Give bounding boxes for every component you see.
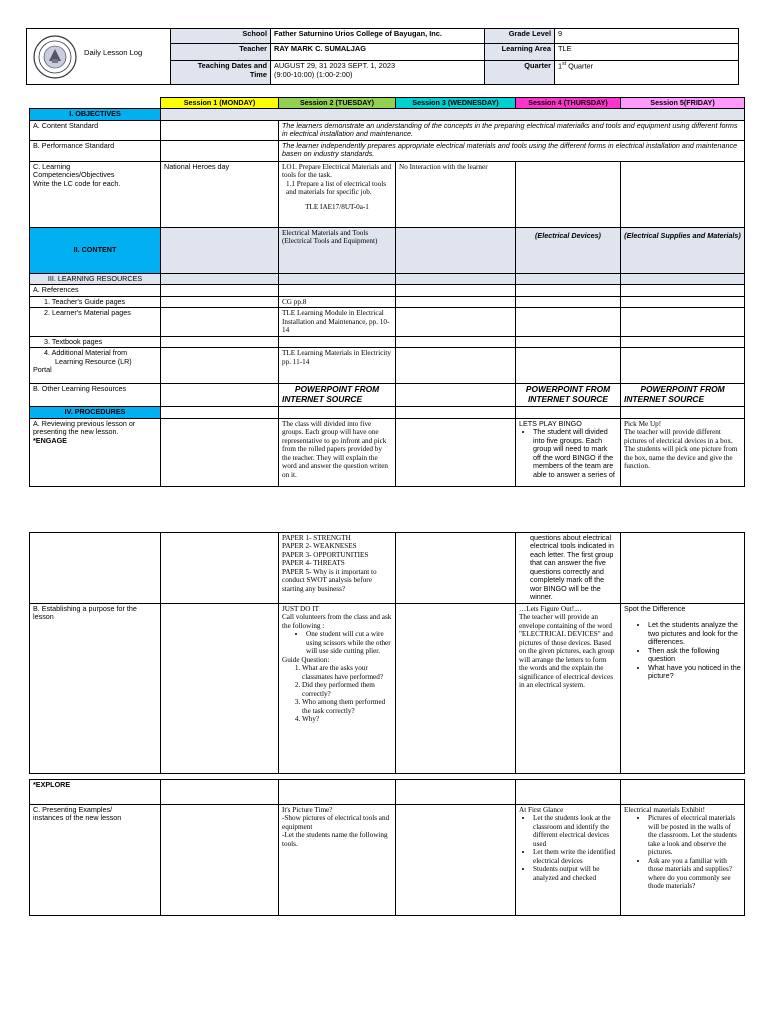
lesson-table-page2 xyxy=(29,532,745,774)
s2-comp-code: TLE IAE17/8UT-0a-1 xyxy=(305,202,369,211)
glance-item-3: • Students output will be analyzed and checked xyxy=(533,865,617,882)
guide-q3: 3. Who among them performed the task correctly? xyxy=(302,698,392,715)
procedures-heading: IV. PROCEDURES xyxy=(30,407,161,418)
presenting-line1: C. Presenting Examples/ xyxy=(33,805,113,814)
s2-purpose-intro: Call volunteers from the class and ask the following : xyxy=(282,613,392,630)
review-line2: presenting the new lesson. xyxy=(33,427,119,437)
s5-presenting xyxy=(621,805,745,916)
s2-teachers-guide: CG pp.8 xyxy=(279,296,396,307)
other-resources-label: B. Other Learning Resources xyxy=(30,384,161,407)
quarter-label: Quarter xyxy=(485,61,555,85)
presenting-line2: instances of the new lesson xyxy=(33,813,122,823)
s2-presenting xyxy=(279,805,396,916)
s4-review-title: LETS PLAY BINGO xyxy=(519,418,582,428)
s4-ppt-2: INTERNET SOURCE xyxy=(527,394,609,405)
content-standard-label: A. Content Standard xyxy=(30,120,161,140)
content-standard-text: The learners demonstrate an understanding of the concepts in the preparing electrical materialks and tools and equipment using different forms in electrical installation and maintenance. xyxy=(279,120,745,140)
s4-purpose-text: The teacher will provide an envelope containing of the word "ELECTRICAL DEVICES" and pictures of those devices. Based on the given pictures, each group will arrange the letters to form the words and the explain the significance of electrical devices in an electrical system. xyxy=(519,613,615,690)
s5-purpose xyxy=(621,603,745,773)
content-heading: II. CONTENT xyxy=(30,227,161,273)
s2-ppt xyxy=(279,384,396,407)
s2-additional: TLE Learning Materials in Electricity pp. 11-14 xyxy=(279,348,396,384)
competencies-label xyxy=(30,161,161,227)
s4-purpose-title: …Lets Figure Out!.... xyxy=(519,604,582,613)
purpose-line1: B. Establishing a purpose for the xyxy=(33,603,137,613)
quarter-text: Quarter xyxy=(566,61,594,71)
s4-review-item: • The student will divided into five groups. Each group will need to mark off the word BINGO if the members of the team are able to answer a series of xyxy=(533,428,617,479)
session-3-header: Session 3 (WEDNESDAY) xyxy=(396,98,516,109)
comp-line3: Write the LC code for each. xyxy=(33,178,121,188)
purpose-label xyxy=(30,603,161,773)
s4-pres-title: At First Glance xyxy=(519,806,564,814)
glance-item-2: • Let them write the identified electrical devices xyxy=(533,848,617,865)
paper-5: PAPER 5- Why is it important to conduct SWOT analysis before starting any business? xyxy=(282,567,377,593)
review-line1: A. Reviewing previous lesson or xyxy=(33,418,136,428)
teacher-label: Teacher xyxy=(171,44,271,61)
s2-comp-1-1: 1.1 Prepare a list of electrical tools and materials for specific job. xyxy=(286,179,386,197)
add-line3: Portal xyxy=(33,365,52,375)
s2-comp-lo1: LO1. Prepare Electrical Materials and tools for the task. xyxy=(282,162,392,180)
spot-item-2: • Then ask the following question xyxy=(648,647,741,664)
presenting-label xyxy=(30,805,161,916)
s4-content: (Electrical Devices) xyxy=(516,227,621,273)
s2-learners-material: TLE Learning Module in Electrical Installation and Maintenance, pp. 10-14 xyxy=(279,308,396,336)
s2-ppt-1: POWERPOINT FROM xyxy=(294,384,380,395)
s2-review: The class will divided into five groups. Each group will have one representative to go infront and pick from the rolled papers provided by the teacher. They will explain the word and answer the question writen on it. xyxy=(279,418,396,486)
session-1-header: Session 1 (MONDAY) xyxy=(161,98,279,109)
s2-pres-1: It's Picture Time? xyxy=(282,806,333,814)
school-label: School xyxy=(171,29,271,44)
dates-line1: AUGUST 29, 31 2023 SEPT. 1, 2023 xyxy=(274,61,396,70)
quarter-num: 1 xyxy=(558,61,563,71)
quarter-value xyxy=(555,61,739,85)
engage-label: *ENGAGE xyxy=(33,435,67,445)
spot-item-3: • What have you noticed in the picture? xyxy=(648,664,741,681)
s4-ppt xyxy=(516,384,621,407)
paper-2: PAPER 2- WEAKNESES xyxy=(282,542,357,551)
guide-q2: 2. Did they performed them correctly? xyxy=(302,681,392,698)
session-5-header: Session 5(FRIDAY) xyxy=(621,98,745,109)
additional-material-label xyxy=(30,348,161,384)
s5-ppt-2: INTERNET SOURCE xyxy=(624,394,705,405)
s5-ppt-1: POWERPOINT FROM xyxy=(640,384,725,395)
dates-label-line2: Time xyxy=(249,69,267,79)
add-line2: Learning Resource (LR) xyxy=(55,356,132,366)
s4-bingo-cont: questions about electrical electrical tools indicated in each letter. The first group that can answer the five questions correctly and completely mark off the wor BINGO will be the winner. xyxy=(516,533,621,604)
s5-review xyxy=(621,418,745,486)
logo-cell xyxy=(27,29,171,85)
performance-standard-label: B. Performance Standard xyxy=(30,140,161,161)
s2-purpose xyxy=(279,603,396,773)
lesson-table-page3 xyxy=(29,779,745,916)
learners-material-label: 2. Learner's Material pages xyxy=(30,308,161,336)
s5-review-text: The teacher will provide different pictures of electrical devices in a box. The students will pick one picture from the box, name the device and give the function. xyxy=(624,428,738,471)
s5-pres-title: Electrical materials Exhibit! xyxy=(624,806,706,814)
lesson-table-page1 xyxy=(29,97,745,487)
paper-1: PAPER 1- STRENGTH xyxy=(282,534,351,542)
exhibit-item-1: • Pictures of electrical materials will be posted in the walls of the classroom. Let the students take a look and observe the pictures. xyxy=(648,814,741,856)
s2-papers xyxy=(279,533,396,604)
teachers-guide-label: 1. Teacher's Guide pages xyxy=(30,296,161,307)
s4-review xyxy=(516,418,621,486)
glance-item-1: • Let the students look at the classroom and identify the different electrical devices used xyxy=(533,814,617,848)
s5-review-title: Pick Me Up! xyxy=(624,419,662,428)
area-value: TLE xyxy=(555,44,739,61)
s2-pres-2: -Show pictures of electrical tools and equipment xyxy=(282,814,390,831)
exhibit-item-2: • Ask are you a familiar with those materials and supplies? where do you commonly see thode materials? xyxy=(648,857,741,891)
s4-ppt-1: POWERPOINT FROM xyxy=(525,384,611,395)
header-table xyxy=(26,28,739,85)
dates-label xyxy=(171,61,271,85)
session-2-header: Session 2 (TUESDAY) xyxy=(279,98,396,109)
s5-content: (Electrical Supplies and Materials) xyxy=(621,227,745,273)
s2-purpose-title: JUST DO IT xyxy=(282,604,320,613)
comp-line1: C. Learning xyxy=(33,161,71,171)
dates-line2: (9:00-10:00) (1:00-2:00) xyxy=(274,69,353,79)
paper-3: PAPER 3- OPPORTUNITIES xyxy=(282,550,369,559)
session-4-header: Session 4 (THURSDAY) xyxy=(516,98,621,109)
s5-ppt xyxy=(621,384,745,407)
log-title: Daily Lesson Log xyxy=(84,48,143,57)
s2-purpose-bullet: • One student will cut a wire using scissors while the other will use side cutting plier. xyxy=(306,630,392,655)
school-value: Father Saturnino Urios College of Bayugan, Inc. xyxy=(271,29,485,44)
comp-line2: Competencies/Objectives xyxy=(33,170,115,180)
explore-label: *EXPLORE xyxy=(30,780,161,805)
guide-q4: 4. Why? xyxy=(302,715,392,723)
s1-competency: National Heroes day xyxy=(161,161,279,227)
objectives-heading: I. OBJECTIVES xyxy=(30,109,161,120)
guide-q1: 1. What are the asks your classmates have performed? xyxy=(302,664,392,681)
dates-label-line1: Teaching Dates and xyxy=(197,61,267,70)
s2-competency xyxy=(279,161,396,227)
s4-purpose xyxy=(516,603,621,773)
s2-guide: Guide Question: xyxy=(282,655,330,664)
s5-purpose-title: Spot the Difference xyxy=(624,603,686,613)
teacher-value: RAY MARK C. SUMALJAG xyxy=(271,44,485,61)
add-line1: 4. Additional Material from xyxy=(44,348,128,358)
area-label: Learning Area xyxy=(485,44,555,61)
s3-competency: No Interaction with the learner xyxy=(396,161,516,227)
s2-ppt-2: INTERNET SOURCE xyxy=(282,394,363,405)
s4-presenting xyxy=(516,805,621,916)
learning-resources-heading: III. LEARNING RESOURCES xyxy=(30,273,161,284)
purpose-line2: lesson xyxy=(33,612,54,622)
performance-standard-text: The learner independently prepares appropriate electrical materials and tools using the different forms in electrical installation and maintenance basen on industry standards. xyxy=(279,140,745,161)
spot-item-1: • Let the students analyze the two pictures and look for the differences. xyxy=(648,621,741,646)
dates-value xyxy=(271,61,485,85)
grade-label: Grade Level xyxy=(485,29,555,44)
references-label: A. References xyxy=(30,285,161,296)
grade-value: 9 xyxy=(555,29,739,44)
textbook-label: 3. Textbook pages xyxy=(30,336,161,347)
reviewing-label xyxy=(30,418,161,486)
s2-content: Electrical Materials and Tools (Electrical Tools and Equipment) xyxy=(279,227,396,273)
paper-4: PAPER 4- THREATS xyxy=(282,559,345,568)
quarter-sup: st xyxy=(562,61,567,67)
s2-pres-3: -Let the students name the following tools. xyxy=(282,831,388,848)
